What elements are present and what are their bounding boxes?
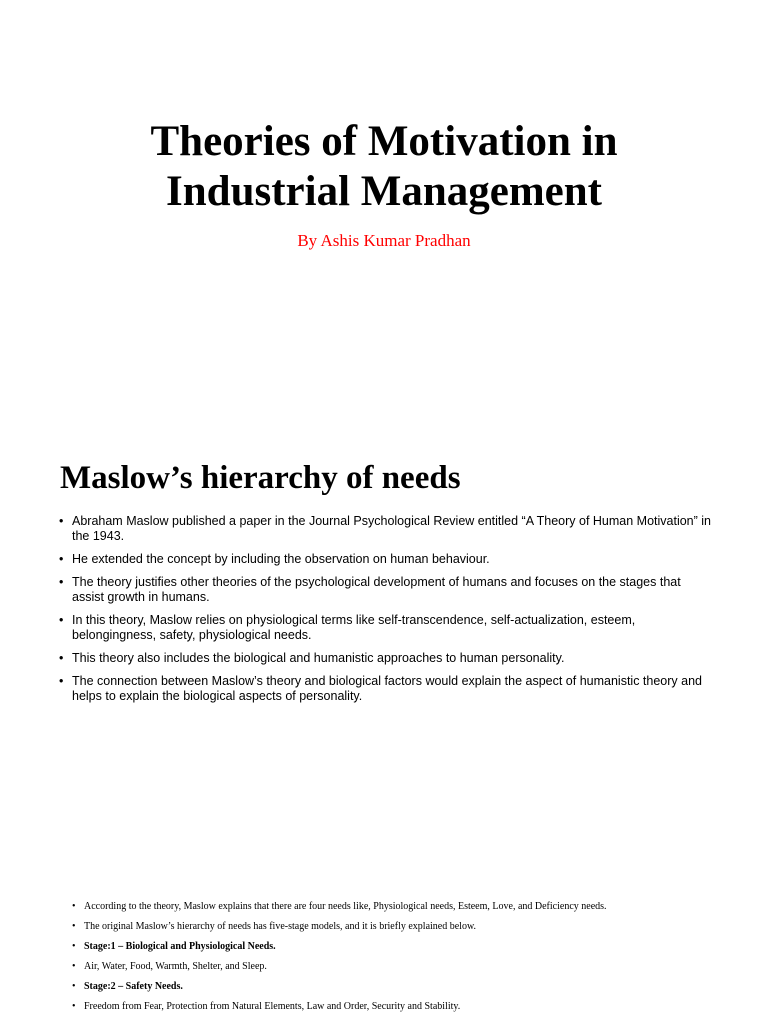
bullet-icon: • — [59, 674, 64, 688]
bullet-text: The theory justifies other theories of the psychological development of humans and focuses on the stages that assist growth in humans. — [72, 575, 681, 604]
bullet-text: This theory also includes the biological and humanistic approaches to human personality. — [72, 651, 565, 665]
list-item — [70, 940, 710, 953]
list-item — [70, 920, 710, 933]
bullet-icon: • — [72, 901, 76, 912]
stage-heading: Stage:2 – Safety Needs. — [84, 981, 183, 992]
list-item — [70, 1000, 710, 1013]
bullet-icon: • — [59, 514, 64, 528]
title-slide — [0, 0, 768, 288]
bullet-icon: • — [72, 941, 76, 952]
list-item — [56, 651, 716, 666]
bullet-text: He extended the concept by including the observation on human behaviour. — [72, 552, 490, 566]
maslow-slide — [0, 288, 768, 864]
slide-heading: Maslow’s hierarchy of needs — [60, 460, 461, 496]
bullet-icon: • — [72, 1001, 76, 1012]
bullet-icon: • — [72, 921, 76, 932]
list-item — [56, 613, 716, 643]
stages-slide — [0, 864, 768, 1024]
bullet-text: In this theory, Maslow relies on physiological terms like self-transcendence, self-actualization, esteem, belongingness, safety, physiological needs. — [72, 613, 636, 642]
presentation-title: Theories of Motivation in Industrial Management — [150, 118, 618, 215]
list-item — [56, 575, 716, 605]
bullet-icon: • — [72, 981, 76, 992]
bullet-text: The original Maslow’s hierarchy of needs has five-stage models, and it is briefly explained below. — [84, 921, 477, 932]
bullet-text: Abraham Maslow published a paper in the Journal Psychological Review entitled “A Theory of Human Motivation” in the 1943. — [72, 514, 711, 543]
list-item — [70, 900, 710, 913]
list-item — [70, 980, 710, 993]
bullet-icon: • — [59, 552, 64, 566]
list-item — [56, 514, 716, 544]
list-item — [56, 552, 716, 567]
bullet-text: Air, Water, Food, Warmth, Shelter, and Sleep. — [84, 961, 267, 972]
bullet-list — [56, 514, 716, 712]
list-item — [70, 960, 710, 973]
bullet-icon: • — [72, 961, 76, 972]
bullet-icon: • — [59, 575, 64, 589]
stage-heading: Stage:1 – Biological and Physiological Needs. — [84, 941, 276, 952]
bullet-text: Freedom from Fear, Protection from Natural Elements, Law and Order, Security and Stability. — [84, 1001, 461, 1012]
bullet-icon: • — [59, 613, 64, 627]
bullet-icon: • — [59, 651, 64, 665]
stage-bullet-list — [70, 900, 710, 1020]
bullet-text: The connection between Maslow’s theory and biological factors would explain the aspect of humanistic theory and helps to explain the biological aspects of personality. — [72, 674, 702, 703]
author-subtitle: By Ashis Kumar Pradhan — [297, 231, 471, 250]
bullet-text: According to the theory, Maslow explains that there are four needs like, Physiological needs, Esteem, Love, and Deficiency needs. — [84, 901, 607, 912]
list-item — [56, 674, 716, 704]
